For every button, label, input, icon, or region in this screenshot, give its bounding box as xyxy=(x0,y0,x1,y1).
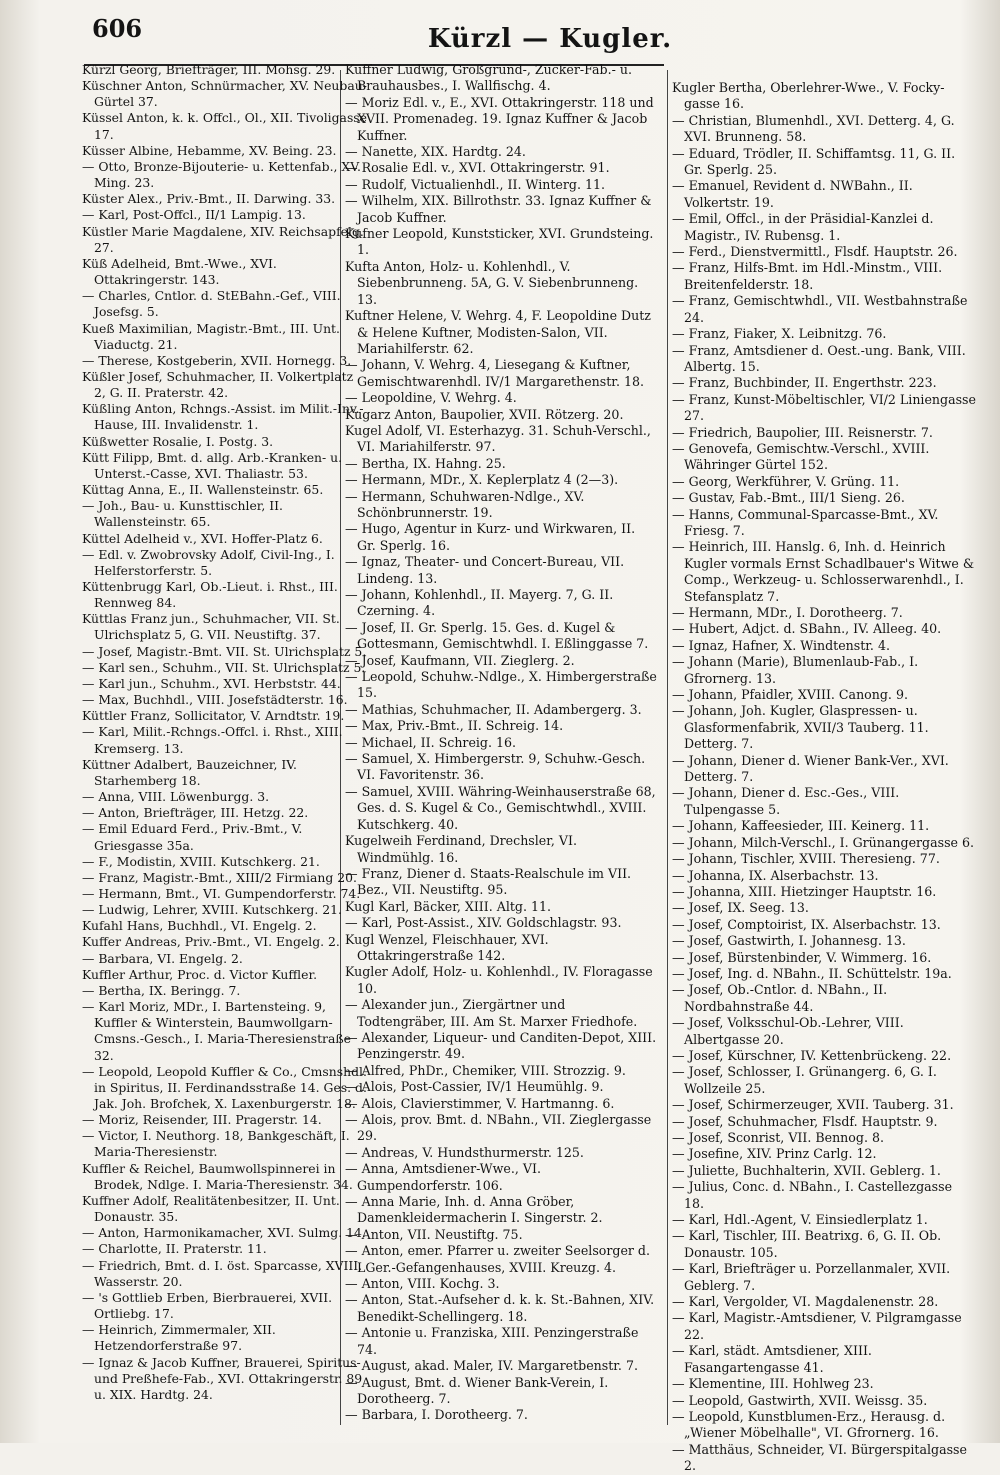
directory-entry: Küschner Anton, Schnürmacher, XV. Neubau-Gürtel 37. xyxy=(82,78,367,110)
directory-entry: Kütt Filipp, Bmt. d. allg. Arb.-Kranken- u. Unterst.-Casse, XVI. Thaliastr. 53. xyxy=(82,449,343,481)
directory-entry: — Alois, prov. Bmt. d. NBahn., VII. Zieglergasse 29. xyxy=(345,1112,652,1144)
directory-entry: Kueß Maximilian, Magistr.-Bmt., III. Unt. Viaductg. 21. xyxy=(82,320,340,352)
directory-entry: — Matthäus, Schneider, VI. Bürgerspitalgasse 2. xyxy=(672,1441,967,1474)
directory-entry: Küster Alex., Priv.-Bmt., II. Darwing. 33. xyxy=(82,191,336,207)
directory-entry: Kufner Leopold, Kunststicker, XVI. Grundsteing. 1. xyxy=(345,226,654,258)
directory-entry: — Ferd., Dienstvermittl., Flsdf. Hauptstr. 26. xyxy=(672,244,958,260)
directory-entry: — Gustav, Fab.-Bmt., III/1 Sieng. 26. xyxy=(672,490,905,506)
directory-entry: — Karl, Vergolder, VI. Magdalenenstr. 28. xyxy=(672,1294,939,1310)
directory-entry: — Karl jun., Schuhm., XVI. Herbststr. 44. xyxy=(82,675,341,691)
directory-entry: — Anton, emer. Pfarrer u. zweiter Seelsorger d. LGer.-Gefangenhauses, XVIII. Kreuzg. 4. xyxy=(345,1243,650,1275)
directory-entry: Küttler Franz, Sollicitator, V. Arndtstr. 19. xyxy=(82,708,345,724)
directory-entry: Küttlas Franz jun., Schuhmacher, VII. St. Ulrichsplatz 5, G. VII. Neustiftg. 37. xyxy=(82,611,340,643)
directory-entry: Kürzl Georg, Briefträger, III. Mohsg. 29. xyxy=(82,62,336,77)
directory-entry: — Karl, städt. Amtsdiener, XIII. Fasangartengasse 41. xyxy=(672,1343,872,1375)
directory-entry: — Johann, Diener d. Esc.-Ges., VIII. Tulpengasse 5. xyxy=(672,785,900,817)
directory-entry: — Josef, Gastwirth, I. Johannesg. 13. xyxy=(672,933,906,949)
directory-entry: — Franz, Gemischtwhdl., VII. Westbahnstraße 24. xyxy=(672,293,968,325)
directory-entry: — Franz, Amtsdiener d. Oest.-ung. Bank, VIII. Albertg. 15. xyxy=(672,342,966,374)
directory-entry: Küttner Adalbert, Bauzeichner, IV. Starhemberg 18. xyxy=(82,756,297,788)
directory-entry: — Karl, Tischler, III. Beatrixg. 6, G. II. Ob. Donaustr. 105. xyxy=(672,1228,942,1260)
directory-entry: — Hermann, MDr., X. Keplerplatz 4 (2—3). xyxy=(345,472,619,488)
directory-entry: — Hermann, MDr., I. Dorotheerg. 7. xyxy=(672,605,903,620)
directory-entry: — Samuel, XVIII. Währing-Weinhauserstraße 68, Ges. d. S. Kugel & Co., Gemischtwhdl., XVIII. Kutschkerg. 40. xyxy=(345,783,656,832)
directory-entry: — Johann (Marie), Blumenlaub-Fab., I. Gfrornerg. 13. xyxy=(672,654,919,686)
directory-entry: — Josef, Ing. d. NBahn., II. Schüttelstr. 19a. xyxy=(672,965,952,981)
directory-entry: — Alfred, PhDr., Chemiker, VIII. Strozzig. 9. xyxy=(345,1062,626,1078)
directory-entry: — Georg, Werkführer, V. Grüng. 11. xyxy=(672,473,900,489)
directory-entry: — Alexander jun., Ziergärtner und Todtengräber, III. Am St. Marxer Friedhofe. xyxy=(345,997,638,1029)
directory-entry: Küß Adelheid, Bmt.-Wwe., XVI. Ottakringerstr. 143. xyxy=(82,255,277,288)
directory-entry: — Genovefa, Gemischtw.-Verschl., XVIII. Währinger Gürtel 152. xyxy=(672,440,930,473)
directory-entry: — August, Bmt. d. Wiener Bank-Verein, I. Dorotheerg. 7. xyxy=(345,1374,609,1406)
directory-entry: — Ignaz, Hafner, X. Windtenstr. 4. xyxy=(672,637,890,653)
directory-entry: — Johann, Joh. Kugler, Glaspressen- u. Glasformenfabrik, XVII/3 Tauberg. 11. Detterg. 7. xyxy=(672,703,929,752)
directory-entry: — Leopoldine, V. Wehrg. 4. xyxy=(345,390,517,406)
directory-entry: — Karl, Milit.-Rchngs.-Offcl. i. Rhst., XIII. Kremserg. 13. xyxy=(82,724,343,756)
directory-entry: Küttenbrugg Karl, Ob.-Lieut. i. Rhst., III. Rennweg 84. xyxy=(82,579,338,611)
directory-entry: Kuffler Arthur, Proc. d. Victor Kuffler. xyxy=(82,966,318,982)
directory-entry: — Rudolf, Victualienhdl., II. Winterg. 11. xyxy=(345,176,605,192)
directory-entry: Kugl Wenzel, Fleischhauer, XVI. Ottakringerstraße 142. xyxy=(345,931,549,963)
directory-entry: — Josef, Schuhmacher, Flsdf. Hauptstr. 9. xyxy=(672,1113,938,1129)
directory-entry: — Anna, Amtsdiener-Wwe., VI. Gumpendorferstr. 106. xyxy=(345,1161,541,1193)
directory-entry: Küßling Anton, Rchngs.-Assist. im Milit.-Inv.-Hause, III. Invalidenstr. 1. xyxy=(82,401,364,433)
directory-entry: — Max, Priv.-Bmt., II. Schreig. 14. xyxy=(345,718,564,734)
directory-entry: — Josef, Sconrist, VII. Bennog. 8. xyxy=(672,1130,884,1145)
directory-entry: — Andreas, V. Hundsthurmerstr. 125. xyxy=(345,1144,584,1160)
directory-entry: — Johann, Pfaidler, XVIII. Canong. 9. xyxy=(672,687,908,703)
directory-entry: — Friedrich, Bmt. d. I. öst. Sparcasse, XVIII. Wasserstr. 20. xyxy=(82,1257,363,1289)
directory-entry: — Josefine, XIV. Prinz Carlg. 12. xyxy=(672,1146,877,1162)
directory-entry: — Hugo, Agentur in Kurz- und Wirkwaren, II. Gr. Sperlg. 16. xyxy=(345,521,636,553)
directory-entry: — Josef, Volksschul-Ob.-Lehrer, VIII. Albertgasse 20. xyxy=(672,1015,904,1047)
directory-entry: — Franz, Magistr.-Bmt., XIII/2 Firmiang 20. xyxy=(82,869,357,885)
page-number: 606 xyxy=(92,14,143,43)
directory-entry: — Samuel, X. Himbergerstr. 9, Schuhw.-Gesch. VI. Favoritenstr. 36. xyxy=(345,751,646,783)
directory-entry: — Anton, Briefträger, III. Hetzg. 22. xyxy=(82,805,309,821)
directory-entry: — Josef, Kaufmann, VII. Zieglerg. 2. xyxy=(345,652,575,668)
directory-entry: — Klementine, III. Hohlweg 23. xyxy=(672,1376,874,1392)
directory-entry: — Wilhelm, XIX. Billrothstr. 33. Ignaz Kuffner & Jacob Kuffner. xyxy=(345,193,652,225)
directory-entry: — Ignaz & Jacob Kuffner, Brauerei, Spiritus- und Preßhefe-Fab., XVI. Ottakringerstr. 89 u. XIX. Hardtg. 24. xyxy=(82,1354,363,1402)
directory-entry: — Emil Eduard Ferd., Priv.-Bmt., V. Griesgasse 35a. xyxy=(82,821,303,853)
directory-entry: — Karl Moriz, MDr., I. Bartensteing. 9, Kuffler & Winterstein, Baumwollgarn-Cmsns.-Gesch., I. Maria-Theresienstraße 32. xyxy=(82,999,351,1063)
directory-entry: — Michael, II. Schreig. 16. xyxy=(345,734,517,750)
directory-entry: Kuffner Adolf, Realitätenbesitzer, II. Unt. Donaustr. 35. xyxy=(82,1192,340,1225)
directory-entry: — Anton, VIII. Kochg. 3. xyxy=(345,1276,500,1292)
directory-entry: — Otto, Bronze-Bijouterie- u. Kettenfab., XV. Ming. 23. xyxy=(82,158,361,191)
directory-entry: — Anton, VII. Neustiftg. 75. xyxy=(345,1226,523,1242)
directory-entry: — Johann, Milch-Verschl., I. Grünangergasse 6. xyxy=(672,834,975,850)
directory-entry: — Johanna, IX. Alserbachstr. 13. xyxy=(672,867,879,883)
directory-entry: Kugarz Anton, Baupolier, XVII. Rötzerg. 20. xyxy=(345,406,624,422)
directory-entry: — Heinrich, Zimmermaler, XII. Hetzendorferstraße 97. xyxy=(82,1322,276,1354)
directory-entry: — Josef, Schirmerzeuger, XVII. Tauberg. 31. xyxy=(672,1097,954,1113)
directory-entry: — Anton, Stat.-Aufseher d. k. k. St.-Bahnen, XIV. Benedikt-Schellingerg. 18. xyxy=(345,1292,655,1324)
directory-entry: — Rosalie Edl. v., XVI. Ottakringerstr. 91. xyxy=(345,160,610,176)
directory-entry: Kufta Anton, Holz- u. Kohlenhdl., V. Siebenbrunneng. 5A, G. V. Siebenbrunneng. 13. xyxy=(345,258,639,307)
directory-entry: — Johanna, XIII. Hietzinger Hauptstr. 16. xyxy=(672,883,937,899)
directory-entry: — Johann, Kohlenhdl., II. Mayerg. 7, G. II. Czerning. 4. xyxy=(345,587,614,619)
directory-entry: — Antonie u. Franziska, XIII. Penzingerstraße 74. xyxy=(345,1325,639,1357)
directory-entry: — Emanuel, Revident d. NWBahn., II. Volkertstr. 19. xyxy=(672,178,913,210)
directory-entry: — Karl, Hdl.-Agent, V. Einsiedlerplatz 1. xyxy=(672,1212,928,1228)
directory-entry: — Josef, IX. Seeg. 13. xyxy=(672,900,809,916)
directory-entry: Kugler Bertha, Oberlehrer-Wwe., V. Focky-gasse 16. xyxy=(672,80,945,112)
directory-entry: — Juliette, Buchhalterin, XVII. Geblerg. 1. xyxy=(672,1162,941,1178)
directory-entry: — Friedrich, Baupolier, III. Reisnerstr. 7. xyxy=(672,424,933,440)
directory-entry: — Josef, Bürstenbinder, V. Wimmerg. 16. xyxy=(672,949,932,965)
running-head: Kürzl — Kugler. xyxy=(427,24,673,54)
directory-entry: — Leopold, Leopold Kuffler & Co., Cmsnshdl. in Spiritus, II. Ferdinandsstraße 14. Ges. d. Jak. Joh. Brofchek, X. Laxenburgerstr. 18. xyxy=(82,1063,367,1111)
directory-entry: — Alexander, Liqueur- und Canditen-Depot, XIII. Penzingerstr. 49. xyxy=(345,1029,657,1062)
directory-entry: — Franz, Fiaker, X. Leibnitzg. 76. xyxy=(672,326,887,342)
directory-entry: Küßwetter Rosalie, I. Postg. 3. xyxy=(82,433,274,449)
directory-entry: — Victor, I. Neuthorg. 18, Bankgeschäft, I. Maria-Theresienstr. xyxy=(82,1128,350,1160)
directory-entry: — Franz, Diener d. Staats-Realschule im VII. Bez., VII. Neustiftg. 95. xyxy=(345,865,632,898)
directory-entry: Kuffner Ludwig, Großgrund-, Zucker-Fab.- u. Brauhausbes., I. Wallfischg. 4. xyxy=(345,62,632,94)
directory-entry: — Johann, Kaffeesieder, III. Keinerg. 11. xyxy=(672,818,930,834)
directory-entry: — Heinrich, III. Hanslg. 6, Inh. d. Heinrich Kugler vormals Ernst Schadlbauer's Witwe & Comp., Werkzeug- u. Schlosserwarenhdl., I. Stefansplatz 7. xyxy=(672,539,975,604)
directory-entry: — Hermann, Bmt., VI. Gumpendorferstr. 74. xyxy=(82,885,361,901)
directory-entry: Kuftner Helene, V. Wehrg. 4, F. Leopoldine Dutz & Helene Kuftner, Modisten-Salon, VII. Mariahilferstr. 62. xyxy=(345,308,651,356)
directory-entry: — Moriz, Reisender, III. Pragerstr. 14. xyxy=(82,1112,322,1128)
directory-entry: — Hanns, Communal-Sparcasse-Bmt., XV. Friesg. 7. xyxy=(672,506,939,538)
directory-entry: Küttel Adelheid v., XVI. Hoffer-Platz 6. xyxy=(82,530,323,546)
directory-entry: Küßler Josef, Schuhmacher, II. Volkertplatz 2, G. II. Praterstr. 42. xyxy=(82,368,354,401)
directory-entry: — Johann, V. Wehrg. 4, Liesegang & Kuftner, Gemischtwarenhdl. IV/1 Margarethenstr. 18. xyxy=(345,357,644,389)
directory-entry: — Josef, Kürschner, IV. Kettenbrückeng. 22. xyxy=(672,1047,952,1063)
directory-entry: — Josef, Ob.-Cntlor. d. NBahn., II. Nordbahnstraße 44. xyxy=(672,982,888,1014)
directory-entry: — Eduard, Trödler, II. Schiffamtsg. 11, G. II. Gr. Sperlg. 25. xyxy=(672,145,956,178)
directory-entry: — Karl, Post-Assist., XIV. Goldschlagstr. 93. xyxy=(345,915,622,931)
directory-entry: Kugel Adolf, VI. Esterhazyg. 31. Schuh-Verschl., VI. Mariahilferstr. 97. xyxy=(345,422,651,455)
directory-entry: — Hubert, Adjct. d. SBahn., IV. Alleeg. 40. xyxy=(672,621,942,637)
directory-entry: — Hermann, Schuhwaren-Ndlge., XV. Schönbrunnerstr. 19. xyxy=(345,488,585,520)
directory-entry: — Anna Marie, Inh. d. Anna Gröber, Damenkleidermacherin I. Singerstr. 2. xyxy=(345,1194,603,1226)
directory-entry: — Karl sen., Schuhm., VII. St. Ulrichsplatz 5. xyxy=(82,659,366,675)
directory-entry: — Max, Buchhdl., VIII. Josefstädterstr. 16. xyxy=(82,692,348,708)
column-left xyxy=(82,62,367,1457)
directory-entry: — Alois, Clavierstimmer, V. Hartmanng. 6. xyxy=(345,1095,615,1111)
directory-entry: — Nanette, XIX. Hardtg. 24. xyxy=(345,144,526,160)
directory-entry: — Karl, Post-Offcl., II/1 Lampig. 13. xyxy=(82,207,306,223)
directory-entry: — Alois, Post-Cassier, IV/1 Heumühlg. 9. xyxy=(345,1079,604,1095)
directory-entry: Kugl Karl, Bäcker, XIII. Altg. 11. xyxy=(345,898,552,914)
directory-entry: Küsser Albine, Hebamme, XV. Being. 23. xyxy=(82,142,337,158)
directory-entry: Kufahl Hans, Buchhdl., VI. Engelg. 2. xyxy=(82,918,317,934)
directory-entry: — Christian, Blumenhdl., XVI. Detterg. 4, G. XVI. Brunneng. 58. xyxy=(672,112,955,145)
directory-entry: — Johann, Tischler, XVIII. Theresieng. 77. xyxy=(672,851,940,867)
directory-entry: — Moriz Edl. v., E., XVI. Ottakringerstr. 118 und XVII. Promenadeg. 19. Ignaz Kuffner & Jacob Kuffner. xyxy=(345,94,654,143)
directory-entry: — Therese, Kostgeberin, XVII. Hornegg. 3. xyxy=(82,352,352,368)
directory-entry: — Joh., Bau- u. Kunsttischler, II. Wallensteinstr. 65. xyxy=(82,498,283,530)
directory-entry: Küssel Anton, k. k. Offcl., Ol., XII. Tivoligasse 17. xyxy=(82,110,367,142)
directory-entry: — Anna, VIII. Löwenburgg. 3. xyxy=(82,789,270,805)
directory-entry: Kuffer Andreas, Priv.-Bmt., VI. Engelg. 2. xyxy=(82,934,340,950)
directory-entry: — Emil, Offcl., in der Präsidial-Kanzlei d. Magistr., IV. Rubensg. 1. xyxy=(672,211,934,243)
directory-entry: — F., Modistin, XVIII. Kutschkerg. 21. xyxy=(82,853,320,869)
directory-entry: — Bertha, IX. Beringg. 7. xyxy=(82,982,241,998)
directory-entry: — Karl, Magistr.-Amtsdiener, V. Pilgramgasse 22. xyxy=(672,1310,962,1342)
directory-entry: — Josef, Comptoirist, IX. Alserbachstr. 13. xyxy=(672,916,941,932)
directory-entry: — Leopold, Gastwirth, XVII. Weissg. 35. xyxy=(672,1392,928,1408)
directory-entry: Kugler Adolf, Holz- u. Kohlenhdl., IV. Floragasse 10. xyxy=(345,964,653,996)
directory-entry: — Charlotte, II. Praterstr. 11. xyxy=(82,1241,267,1257)
directory-entry: Küstler Marie Magdalene, XIV. Reichsapfelg. 27. xyxy=(82,223,364,255)
directory-entry: — Ignaz, Theater- und Concert-Bureau, VII. Lindeng. 13. xyxy=(345,554,625,586)
directory-entry: — Franz, Buchbinder, II. Engerthstr. 223. xyxy=(672,375,937,391)
column-right xyxy=(672,80,976,1475)
directory-entry: — Franz, Hilfs-Bmt. im Hdl.-Minstm., VIII. Breitenfelderstr. 18. xyxy=(672,260,943,292)
directory-entry: — Edl. v. Zwobrovsky Adolf, Civil-Ing., I. Helferstorferstr. 5. xyxy=(82,546,335,578)
directory-entry: — 's Gottlieb Erben, Bierbrauerei, XVII. Ortliebg. 17. xyxy=(82,1289,333,1322)
directory-entry: — Josef, Schlosser, I. Grünangerg. 6, G. I. Wollzeile 25. xyxy=(672,1064,937,1096)
directory-entry: — Leopold, Schuhw.-Ndlge., X. Himbergerstraße 15. xyxy=(345,669,657,701)
directory-entry: — Julius, Conc. d. NBahn., I. Castellezgasse 18. xyxy=(672,1179,953,1211)
directory-entry: — Leopold, Kunstblumen-Erz., Herausg. d. „Wiener Möbelhalle", VI. Gfrornerg. 16. xyxy=(672,1408,946,1441)
directory-entry: — Anton, Harmonikamacher, XVI. Sulmg. 14. xyxy=(82,1225,366,1241)
column-middle xyxy=(345,62,657,1457)
directory-entry: — August, akad. Maler, IV. Margaretbenstr. 7. xyxy=(345,1358,638,1374)
directory-entry: Küttag Anna, E., II. Wallensteinstr. 65. xyxy=(82,482,324,498)
directory-entry: — Barbara, I. Dorotheerg. 7. xyxy=(345,1407,528,1423)
directory-entry: — Mathias, Schuhmacher, II. Adambergerg. 3. xyxy=(345,701,642,717)
directory-entry: — Charles, Cntlor. d. StEBahn.-Gef., VIII. Josefsg. 5. xyxy=(82,288,341,320)
directory-entry: — Franz, Kunst-Möbeltischler, VI/2 Liniengasse 27. xyxy=(672,391,976,424)
directory-entry: — Josef, II. Gr. Sperlg. 15. Ges. d. Kugel & Gottesmann, Gemischtwhdl. I. Eßlinggasse 7. xyxy=(345,619,649,652)
directory-entry: — Johann, Diener d. Wiener Bank-Ver., XVI. Detterg. 7. xyxy=(672,752,949,785)
column-divider xyxy=(667,70,668,1425)
directory-entry: Kugelweih Ferdinand, Drechsler, VI. Windmühlg. 16. xyxy=(345,833,577,865)
directory-entry: Kuffler & Reichel, Baumwollspinnerei in Brodek, Ndlge. I. Maria-Theresienstr. 34. xyxy=(82,1160,353,1192)
directory-entry: — Bertha, IX. Hahng. 25. xyxy=(345,455,506,471)
directory-entry: — Barbara, VI. Engelg. 2. xyxy=(82,950,243,966)
directory-entry: — Ludwig, Lehrer, XVIII. Kutschkerg. 21. xyxy=(82,902,342,918)
directory-entry: — Karl, Briefträger u. Porzellanmaler, XVII. Geblerg. 7. xyxy=(672,1261,951,1293)
directory-entry: — Josef, Magistr.-Bmt. VII. St. Ulrichsplatz 5. xyxy=(82,643,367,659)
